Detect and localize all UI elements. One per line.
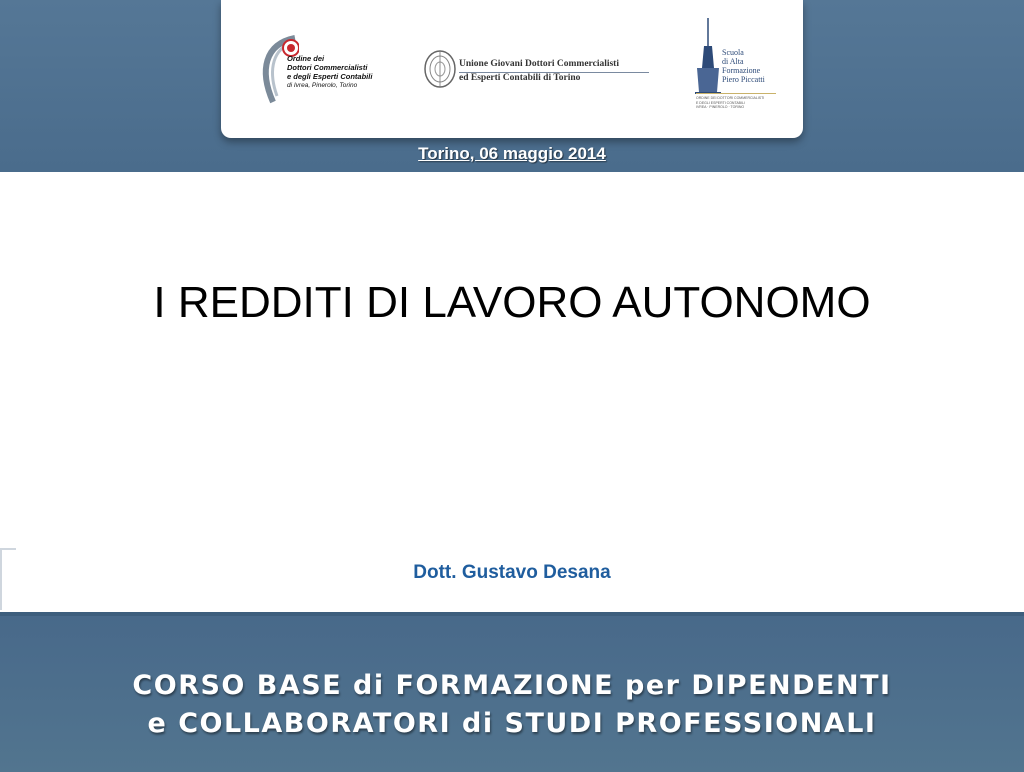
course-title-line-1: CORSO BASE di FORMAZIONE per DIPENDENTI bbox=[132, 670, 892, 701]
scuola-tiny-3: IVREA · PINEROLO · TORINO bbox=[696, 105, 745, 109]
course-title-line-2: e COLLABORATORI di STUDI PROFESSIONALI bbox=[147, 708, 877, 739]
slide-author: Dott. Gustavo Desana bbox=[413, 562, 611, 583]
scuola-rule bbox=[696, 93, 776, 94]
ugdc-line-2: ed Esperti Contabili di Torino bbox=[459, 73, 581, 83]
scuola-line-4: Piero Piccatti bbox=[722, 75, 765, 84]
scuola-tiny-2: E DEGLI ESPERTI CONTABILI bbox=[696, 100, 745, 105]
ordine-line-1: Ordine dei bbox=[287, 54, 325, 63]
ordine-line-2: Dottori Commercialisti bbox=[287, 63, 368, 72]
scuola-small-text bbox=[696, 96, 764, 110]
scuola-logo-text bbox=[722, 48, 765, 84]
mole-antonelliana-icon bbox=[693, 16, 723, 96]
ordine-line-4: di Ivrea, Pinerolo, Torino bbox=[287, 82, 358, 89]
ordine-line-3: e degli Esperti Contabili bbox=[287, 72, 373, 81]
slide-title: I REDDITI DI LAVORO AUTONOMO bbox=[153, 278, 871, 327]
scuola-line-2: di Alta bbox=[722, 57, 744, 66]
slide-date: Torino, 06 maggio 2014 bbox=[418, 144, 606, 163]
logo-card bbox=[221, 0, 803, 138]
scuola-line-3: Formazione bbox=[722, 66, 761, 75]
ugdc-logo-text bbox=[459, 58, 619, 84]
ugdc-seal-icon bbox=[423, 48, 457, 90]
content-panel bbox=[0, 172, 1024, 612]
scuola-tiny-1: ORDINE DEI DOTTORI COMMERCIALISTI bbox=[696, 96, 765, 100]
ugdc-line-1: Unione Giovani Dottori Commercialisti bbox=[459, 59, 619, 69]
ugdc-rule bbox=[459, 72, 649, 73]
scuola-line-1: Scuola bbox=[722, 48, 744, 57]
ordine-logo bbox=[251, 28, 391, 108]
